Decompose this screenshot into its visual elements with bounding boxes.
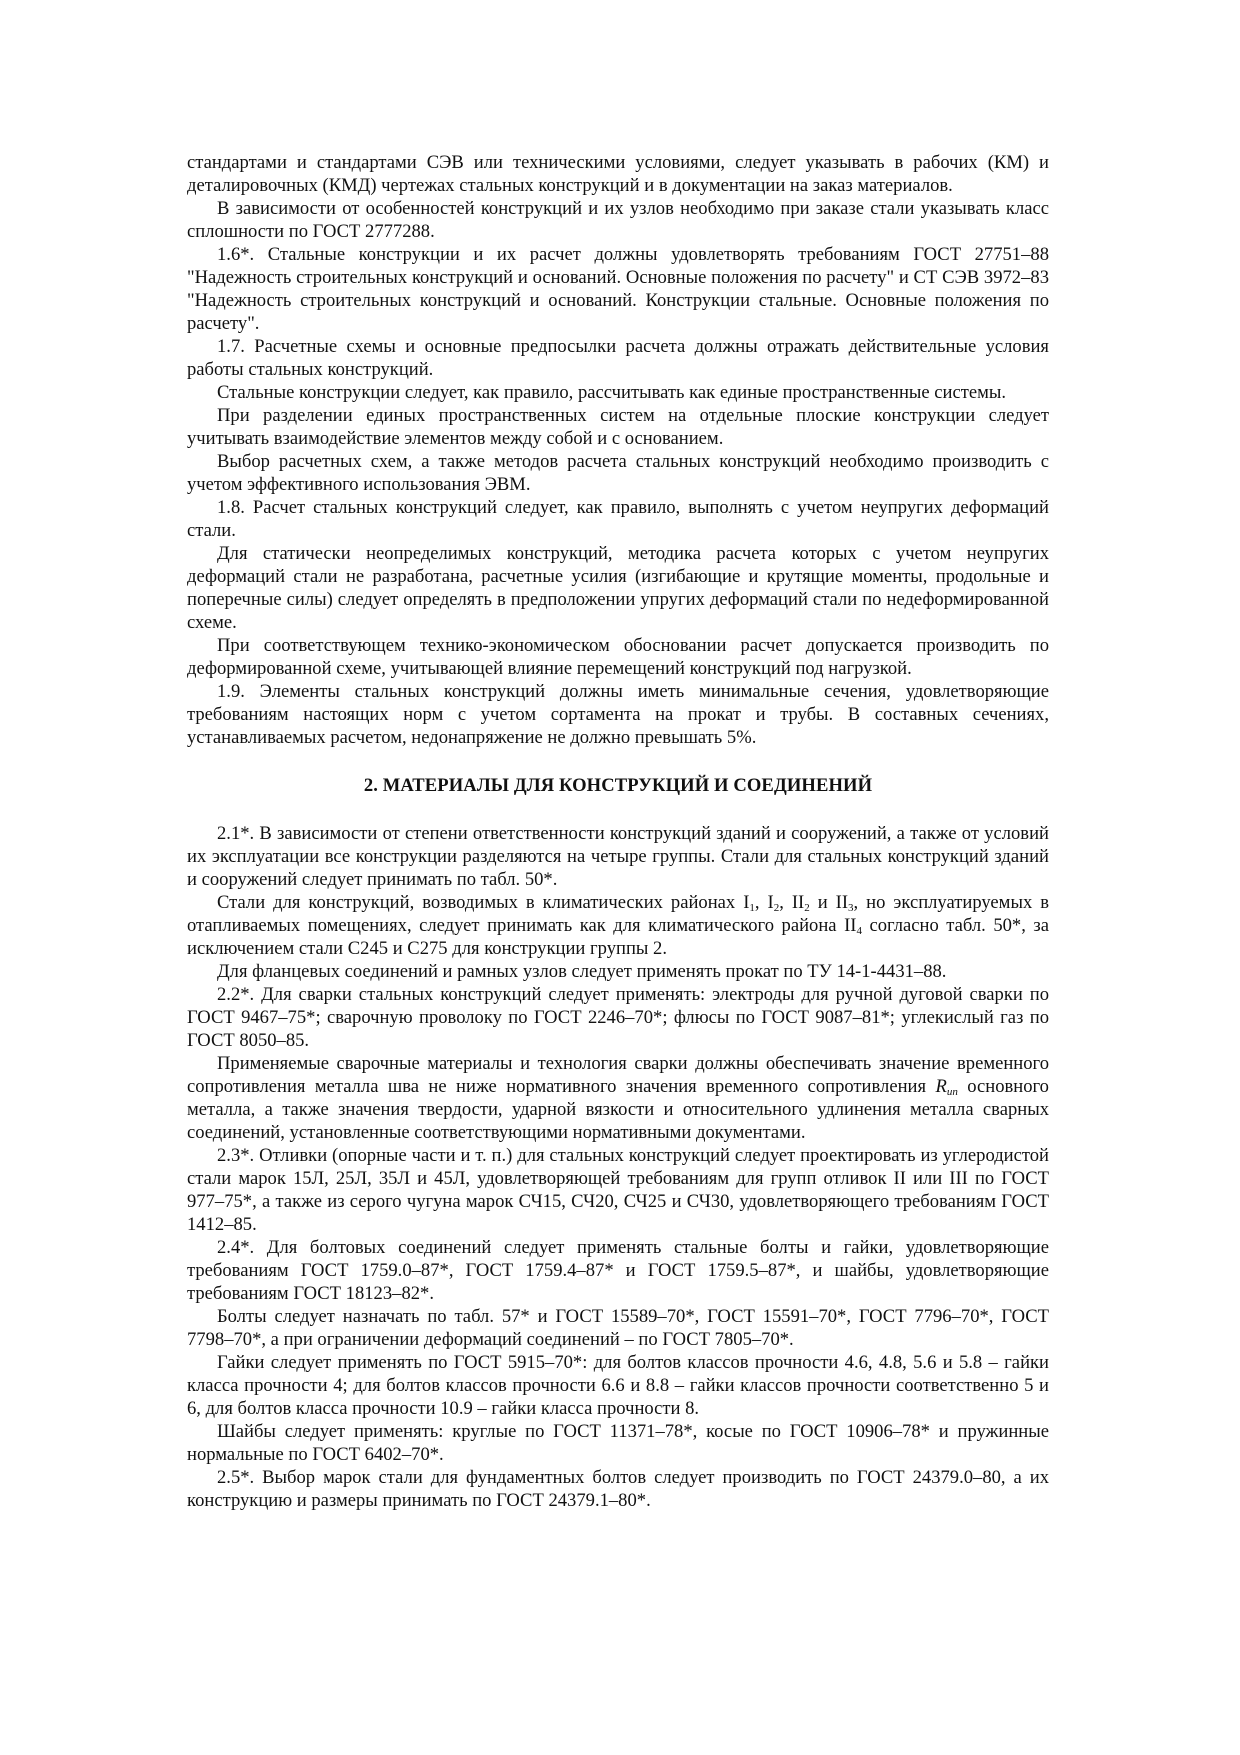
section-2-body [187,822,1049,1512]
paragraph: Для статически неопределимых конструкций, методика расчета которых с учетом неупругих деформаций стали не разработана, расчетные усилия (изгибающие и крутящие моменты, продольные и поперечные силы) следует определять в предположении упругих деформаций стали по недеформированной схеме. [187,543,1049,633]
paragraph-2-1: 2.1*. В зависимости от степени ответственности конструкций зданий и сооружений, а также от условий их эксплуатации все конструкции разделяются на четыре группы. Стали для стальных конструкций зданий и сооружений следует принимать по табл. 50*. [187,823,1049,890]
document-page [187,151,1049,1512]
paragraphs-before [187,151,1049,749]
paragraph: При разделении единых пространственных систем на отдельные плоские конструкции следует учитывать взаимодействие элементов между собой и с основанием. [187,405,1049,449]
paragraph: Гайки следует применять по ГОСТ 5915–70*: для болтов классов прочности 4.6, 4.8, 5.6 и 5.8 – гайки класса прочности 4; для болтов классов прочности 6.6 и 8.8 – гайки классов прочности соответственно 5 и 6, для болтов класса прочности 10.9 – гайки класса прочности 8. [187,1352,1049,1419]
paragraph: В зависимости от особенностей конструкций и их узлов необходимо при заказе стали указывать класс сплошности по ГОСТ 2777288. [187,198,1049,242]
paragraph-flange: Для фланцевых соединений и рамных узлов следует применять прокат по ТУ 14-1-4431–88. [217,961,947,982]
paragraph-weld-materials: Применяемые сварочные материалы и технология сварки должны обеспечивать значение временного сопротивления металла шва не ниже нормативного значения временного сопротивления $R_{un}$ основного металла, а также значения твердости, ударной вязкости и относительного удлинения металла сварных соединений, установленные соответствующими нормативными документами. [187,1053,1049,1143]
paragraph: Стальные конструкции следует, как правило, рассчитывать как единые пространственные системы. [217,382,1007,403]
paragraph: Шайбы следует применять: круглые по ГОСТ 11371–78*, косые по ГОСТ 10906–78* и пружинные нормальные по ГОСТ 6402–70*. [187,1421,1049,1465]
paragraph: Выбор расчетных схем, а также методов расчета стальных конструкций необходимо производить с учетом эффективного использования ЭВМ. [187,451,1049,495]
paragraph: При соответствующем технико-экономическом обосновании расчет допускается производить по деформированной схеме, учитывающей влияние перемещений конструкций под нагрузкой. [187,635,1049,679]
paragraph: 1.7. Расчетные схемы и основные предпосылки расчета должны отражать действительные условия работы стальных конструкций. [187,336,1049,380]
paragraph-climate: Стали для конструкций, возводимых в климатических районах $I_1$, $I_2$, $II_2$ и $II_3$, но эксплуатируемых в отапливаемых помещениях, следует принимать как для климатического района $II_4$ согласно табл. 50*, за исключением стали С245 и С275 для конструкции группы 2. [187,892,1049,959]
paragraph: 2.3*. Отливки (опорные части и т. п.) для стальных конструкций следует проектировать из углеродистой стали марок 15Л, 25Л, 35Л и 45Л, удовлетворяющей требованиям для групп отливок II или III по ГОСТ 977–75*, а также из серого чугуна марок СЧ15, СЧ20, СЧ25 и СЧ30, удовлетворяющего требованиям ГОСТ 1412–85. [187,1145,1049,1235]
paragraph: 2.5*. Выбор марок стали для фундаментных болтов следует производить по ГОСТ 24379.0–80, а их конструкцию и размеры принимать по ГОСТ 24379.1–80*. [187,1467,1049,1511]
paragraph: Болты следует назначать по табл. 57* и ГОСТ 15589–70*, ГОСТ 15591–70*, ГОСТ 7796–70*, ГОСТ 7798–70*, а при ограничении деформаций соединений – по ГОСТ 7805–70*. [187,1306,1049,1350]
paragraph: 1.8. Расчет стальных конструкций следует, как правило, выполнять с учетом неупругих деформаций стали. [187,497,1049,541]
section-heading: 2. МАТЕРИАЛЫ ДЛЯ КОНСТРУКЦИЙ И СОЕДИНЕНИЙ [363,775,873,796]
paragraph: 2.4*. Для болтовых соединений следует применять стальные болты и гайки, удовлетворяющие требованиям ГОСТ 1759.0–87*, ГОСТ 1759.4–87* и ГОСТ 1759.5–87*, и шайбы, удовлетворяющие требованиям ГОСТ 18123–82*. [187,1237,1049,1304]
paragraph: 1.6*. Стальные конструкции и их расчет должны удовлетворять требованиям ГОСТ 27751–88 "Надежность строительных конструкций и оснований. Основные положения по расчету" и СТ СЭВ 3972–83 "Надежность строительных конструкций и оснований. Конструкции стальные. Основные положения по расчету". [187,244,1049,334]
formula-r-un: $R_{un}$ [935,1076,958,1098]
paragraph-2-2: 2.2*. Для сварки стальных конструкций следует применять: электроды для ручной дуговой сварки по ГОСТ 9467–75*; сварочную проволоку по ГОСТ 2246–70*; флюсы по ГОСТ 9087–81*; углекислый газ по ГОСТ 8050–85. [187,984,1049,1051]
paragraph: стандартами и стандартами СЭВ или техническими условиями, следует указывать в рабочих (КМ) и деталировочных (КМД) чертежах стальных конструкций и в документации на заказ материалов. [187,152,1049,196]
paragraph: 1.9. Элементы стальных конструкций должны иметь минимальные сечения, удовлетворяющие требованиям настоящих норм с учетом сортамента на прокат и трубы. В составных сечениях, устанавливаемых расчетом, недонапряжение не должно превышать 5%. [187,681,1049,748]
